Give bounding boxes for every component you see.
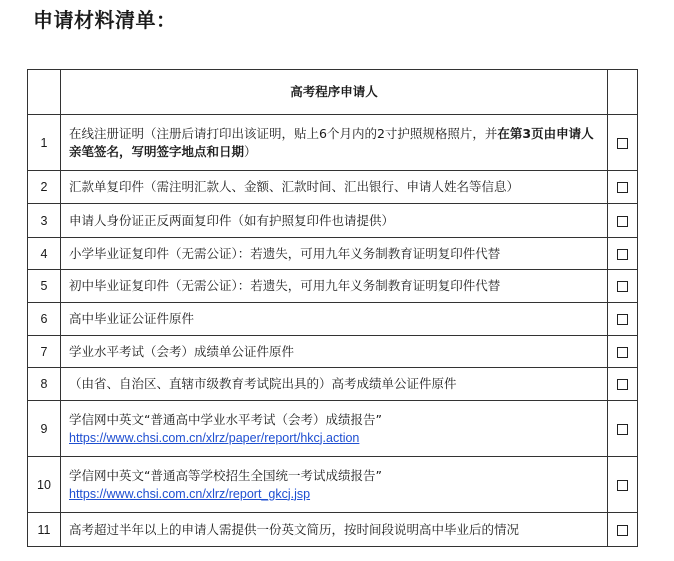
row-number: 3 [28, 204, 61, 238]
row-checkbox-cell [608, 336, 638, 368]
row-checkbox-cell [608, 171, 638, 204]
table-row [28, 401, 638, 457]
row-number: 10 [28, 457, 61, 513]
row-description [61, 457, 608, 513]
table-row [28, 115, 638, 171]
row-description: 学业水平考试（会考）成绩单公证件原件 [61, 336, 608, 368]
row-number: 7 [28, 336, 61, 368]
row-text: 学信网中英文“普通高等学校招生全国统一考试成绩报告” [69, 467, 382, 483]
row-text: 学信网中英文“普通高中学业水平考试（会考）成绩报告” [69, 411, 382, 427]
table-row [28, 204, 638, 238]
page-title: 申请材料清单： [33, 8, 177, 32]
table-row [28, 336, 638, 368]
row-description: 高中毕业证公证件原件 [61, 303, 608, 336]
row-bold-text: 在第3页由申请人亲笔签名，写明签字地点和日期 [69, 125, 594, 159]
row-description [61, 401, 608, 457]
row-number: 9 [28, 401, 61, 457]
materials-table [27, 69, 638, 547]
row-checkbox-cell [608, 204, 638, 238]
row-number: 11 [28, 513, 61, 547]
checkbox[interactable] [617, 379, 628, 390]
row-text: 在线注册证明（注册后请打印出该证明，贴上6个月内的2寸护照规格照片，并 [69, 125, 498, 141]
row-checkbox-cell [608, 303, 638, 336]
checkbox[interactable] [617, 314, 628, 325]
checkbox[interactable] [617, 182, 628, 193]
row-checkbox-cell [608, 401, 638, 457]
table-header: 高考程序申请人 [61, 70, 608, 115]
row-description: （由省、自治区、直辖市级教育考试院出具的）高考成绩单公证件原件 [61, 368, 608, 401]
row-checkbox-cell [608, 457, 638, 513]
row-checkbox-cell [608, 368, 638, 401]
row-number: 1 [28, 115, 61, 171]
header-check-cell [608, 70, 638, 115]
table-row [28, 270, 638, 303]
table-header-row [28, 70, 638, 115]
report-link[interactable]: https://www.chsi.com.cn/xlrz/report_gkcj.jsp [69, 486, 311, 501]
row-description: 高考超过半年以上的申请人需提供一份英文简历，按时间段说明高中毕业后的情况 [61, 513, 608, 547]
checkbox[interactable] [617, 424, 628, 435]
row-description: 初中毕业证复印件（无需公证）：若遗失，可用九年义务制教育证明复印件代替 [61, 270, 608, 303]
table-row [28, 368, 638, 401]
row-number: 2 [28, 171, 61, 204]
row-description [61, 115, 608, 171]
row-description: 申请人身份证正反两面复印件（如有护照复印件也请提供） [61, 204, 608, 238]
report-link[interactable]: https://www.chsi.com.cn/xlrz/paper/report/hkcj.action [69, 430, 360, 445]
table-row [28, 303, 638, 336]
row-description: 汇款单复印件（需注明汇款人、金额、汇款时间、汇出银行、申请人姓名等信息） [61, 171, 608, 204]
checkbox[interactable] [617, 347, 628, 358]
row-checkbox-cell [608, 238, 638, 270]
checkbox[interactable] [617, 249, 628, 260]
header-num-cell [28, 70, 61, 115]
checkbox[interactable] [617, 281, 628, 292]
row-number: 5 [28, 270, 61, 303]
table-row [28, 171, 638, 204]
row-number: 8 [28, 368, 61, 401]
row-text-after: ） [244, 143, 257, 159]
checkbox[interactable] [617, 480, 628, 491]
table-row [28, 457, 638, 513]
table-row [28, 513, 638, 547]
checkbox[interactable] [617, 216, 628, 227]
checkbox[interactable] [617, 525, 628, 536]
row-number: 4 [28, 238, 61, 270]
table-row [28, 238, 638, 270]
row-checkbox-cell [608, 270, 638, 303]
row-checkbox-cell [608, 513, 638, 547]
row-number: 6 [28, 303, 61, 336]
row-description: 小学毕业证复印件（无需公证）：若遗失，可用九年义务制教育证明复印件代替 [61, 238, 608, 270]
checkbox[interactable] [617, 138, 628, 149]
row-checkbox-cell [608, 115, 638, 171]
